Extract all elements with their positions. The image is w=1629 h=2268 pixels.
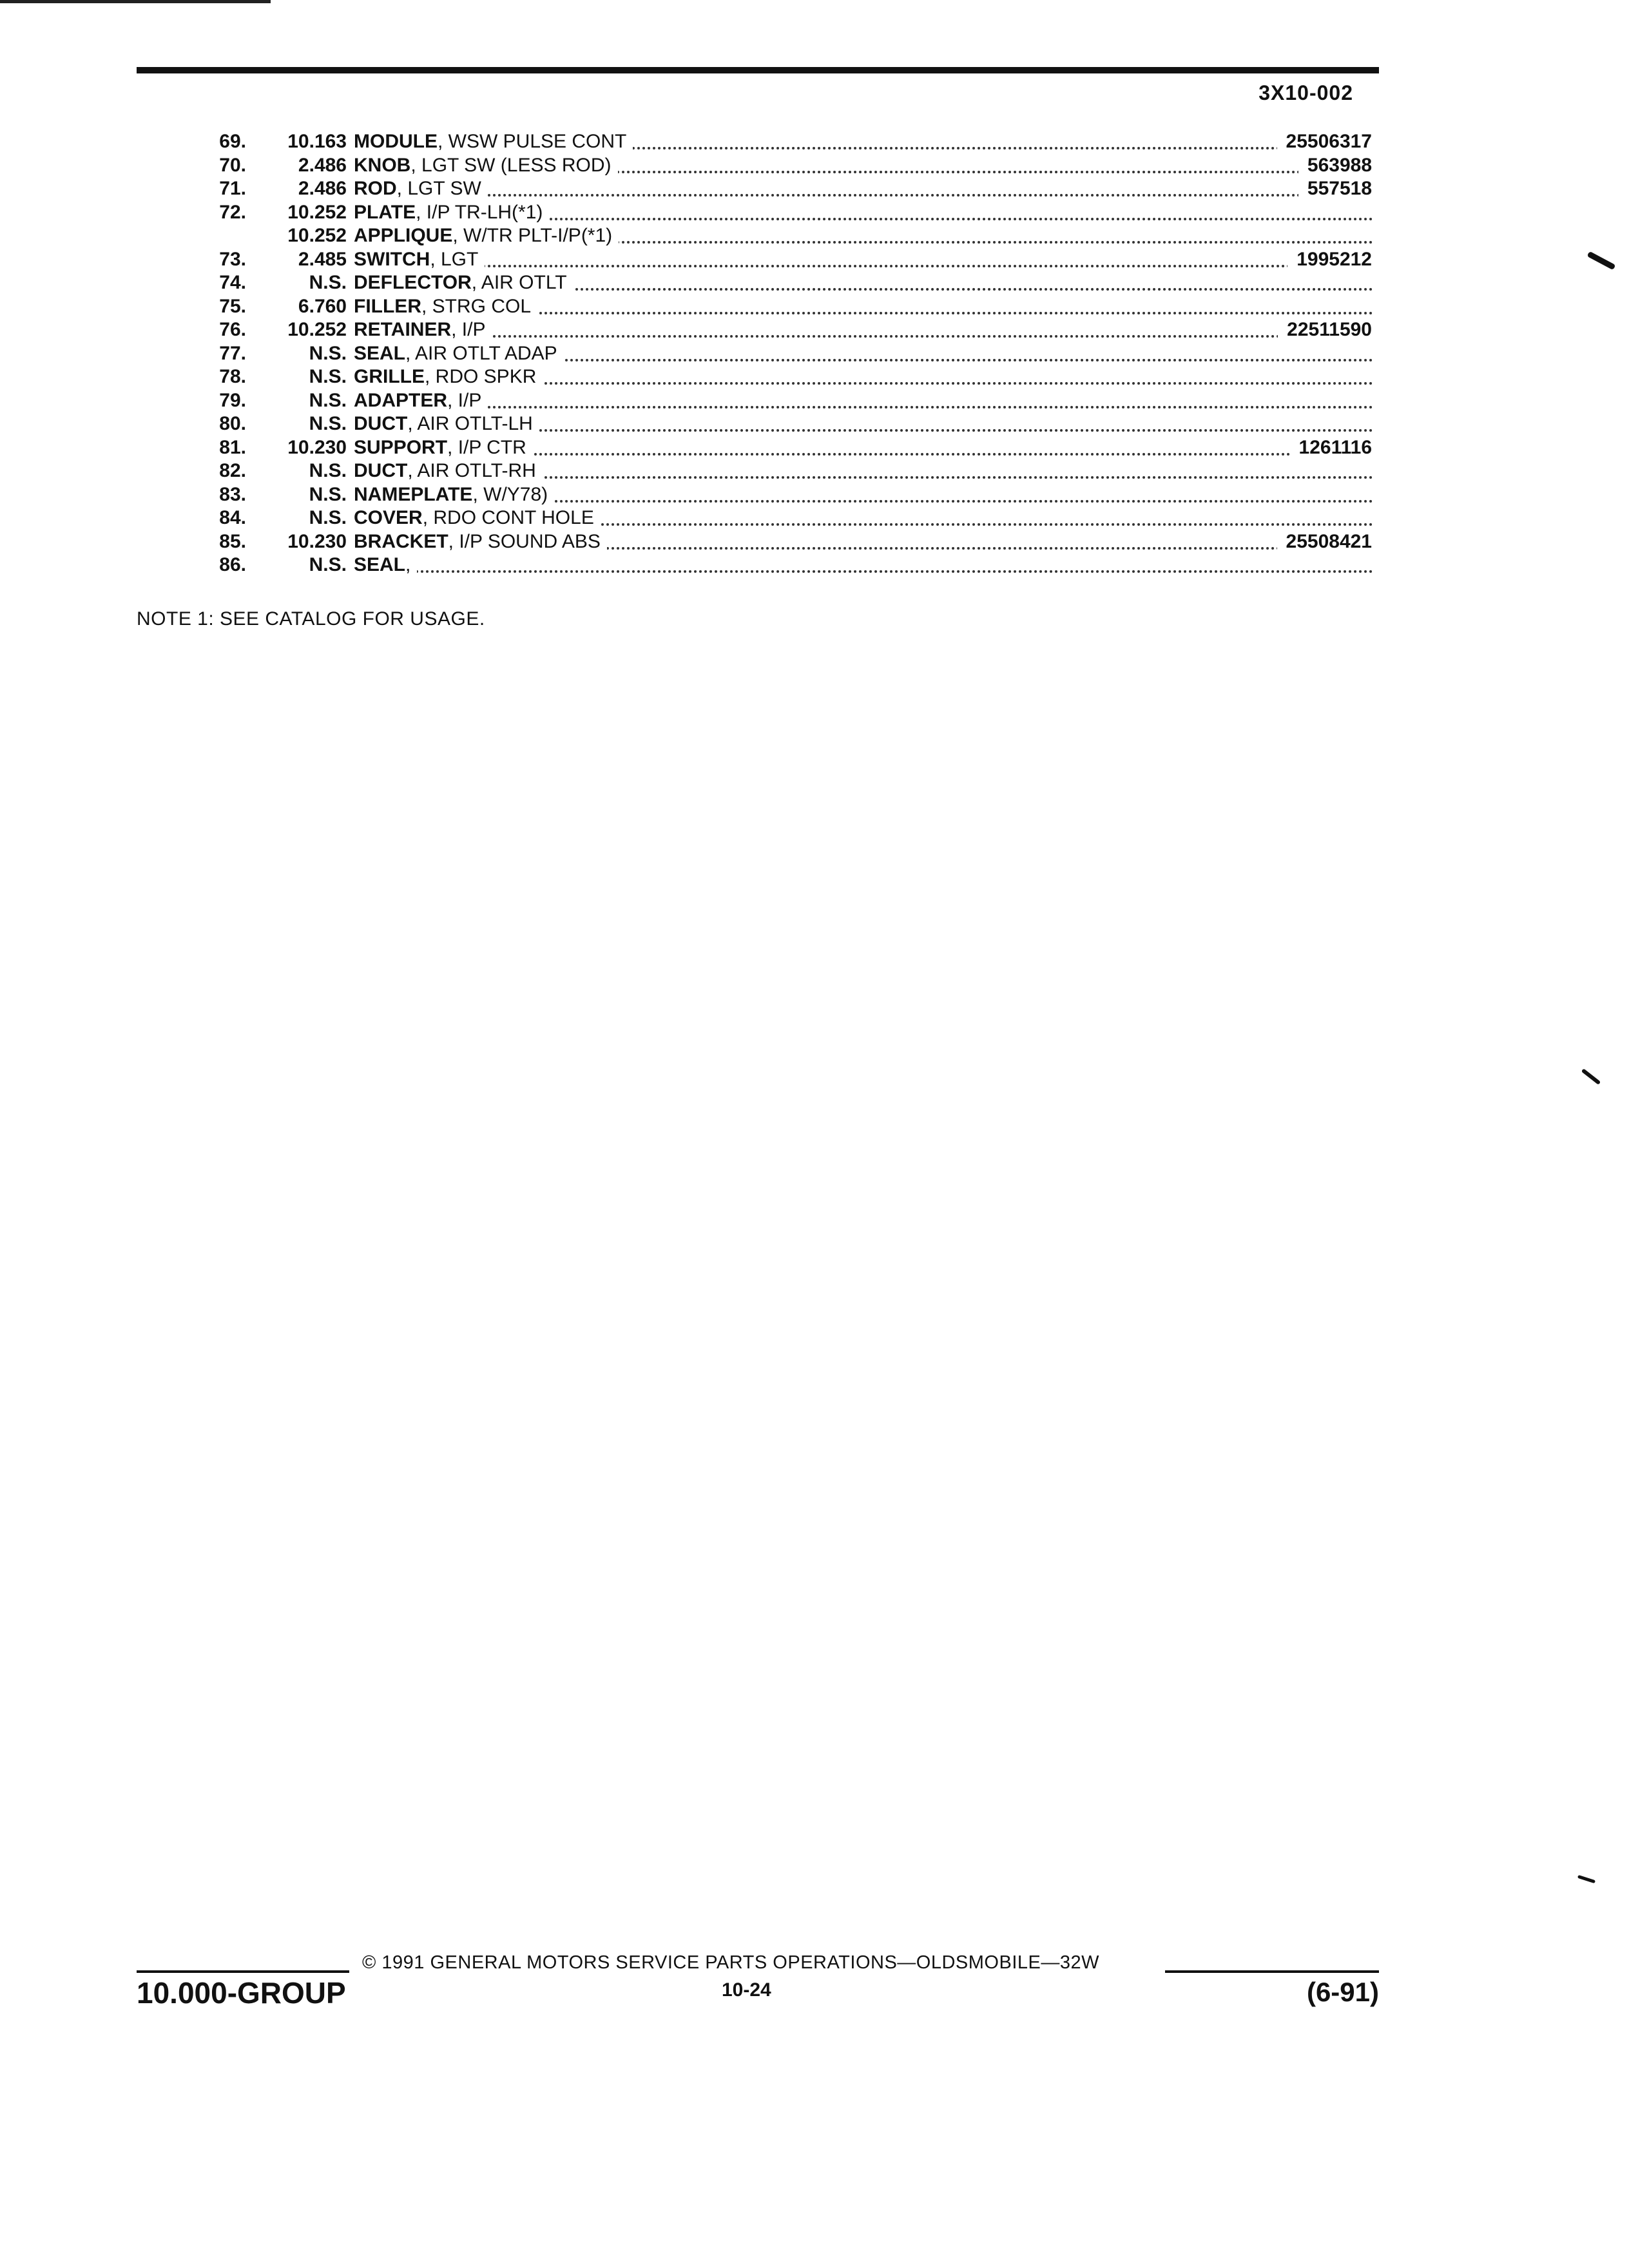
part-description-line [354,483,1373,507]
part-name: DUCT [354,460,408,481]
part-description [354,178,488,199]
part-row [137,530,1387,554]
part-ref-number: 78. [219,366,246,387]
part-group-number: N.S. [309,483,347,505]
part-description [354,531,607,552]
part-name: SEAL [354,342,406,364]
part-ref-number: 86. [219,554,246,575]
part-row [137,154,1387,178]
part-name: GRILLE [354,366,425,387]
part-name: SUPPORT [354,436,448,458]
part-description [354,202,549,223]
part-description [354,249,485,270]
part-ref-number: 71. [219,178,246,199]
part-ref-number: 70. [219,154,246,176]
header-rule [137,67,1379,73]
part-group-number: N.S. [309,554,347,575]
part-description [354,366,543,387]
part-description-line [354,154,1373,178]
part-description-line [354,130,1373,154]
part-group-number: 2.485 [298,248,347,270]
part-group-number: 6.760 [298,295,347,317]
dot-leader [354,406,1373,408]
part-name: PLATE [354,201,416,223]
part-row [137,295,1387,319]
part-description [354,225,619,246]
part-group-number: 10.252 [287,225,347,246]
part-description-line [354,459,1373,483]
part-description-line [354,436,1373,460]
part-row [137,271,1387,295]
part-number: 25508421 [1277,530,1372,554]
scan-mark [1581,1068,1601,1085]
page-number: 10-24 [722,1979,771,2001]
part-ref-number: 79. [219,389,246,411]
part-name: SWITCH [354,248,430,270]
part-ref-number: 72. [219,201,246,223]
part-qualifier: , I/P [447,389,482,411]
part-qualifier: , AIR OTLT [471,272,567,293]
document-code: 3X10-002 [1258,81,1353,104]
part-ref-number: 75. [219,295,246,317]
part-description-line [354,224,1373,248]
dot-leader [354,194,1373,197]
part-row [137,342,1387,366]
part-description-line [354,318,1373,342]
part-description-line [354,201,1373,225]
dot-leader [354,265,1373,267]
dot-leader [354,570,1373,573]
group-label: 10.000-GROUP [137,1976,346,2010]
part-group-number: 2.486 [298,154,347,176]
part-description [354,343,564,364]
part-ref-number: 85. [219,530,246,552]
part-group-number: 10.252 [287,319,347,340]
part-row [137,483,1387,507]
scan-mark [1587,251,1616,271]
part-name: FILLER [354,295,421,317]
part-qualifier: , STRG COL [421,295,532,317]
part-description-line [354,530,1373,554]
part-description [354,460,543,481]
part-description-line [354,177,1373,201]
part-name: KNOB [354,154,411,176]
part-row [137,506,1387,530]
part-number: 563988 [1298,154,1372,178]
revision-date: (6-91) [1306,1977,1379,2007]
part-description [354,507,601,528]
part-qualifier: , I/P CTR [447,436,526,458]
part-name: DUCT [354,413,408,434]
usage-note: NOTE 1: SEE CATALOG FOR USAGE. [137,608,485,629]
part-group-number: N.S. [309,366,347,387]
part-qualifier: , I/P SOUND ABS [448,530,601,552]
part-name: SEAL [354,554,406,575]
part-name: APPLIQUE [354,225,453,246]
part-description [354,484,554,505]
part-description-line [354,553,1373,577]
footer-rule-left [137,1970,349,1973]
part-qualifier: , AIR OTLT-LH [407,413,533,434]
part-description-line [354,295,1373,319]
part-description-line [354,342,1373,366]
part-description [354,390,488,411]
part-qualifier: , WSW PULSE CONT [438,131,627,152]
part-row [137,365,1387,389]
part-number: 25506317 [1277,130,1372,154]
part-qualifier: , W/TR PLT-I/P(*1) [452,225,613,246]
part-ref-number: 73. [219,248,246,270]
part-description-line [354,271,1373,295]
part-description-line [354,506,1373,530]
footer-rule-right [1165,1970,1379,1973]
part-qualifier: , RDO SPKR [425,366,537,387]
part-number: 1995212 [1287,248,1372,272]
part-qualifier: , I/P TR-LH(*1) [416,201,543,223]
part-name: DEFLECTOR [354,272,472,293]
part-group-number: 2.486 [298,178,347,199]
part-ref-number: 80. [219,413,246,434]
part-description [354,319,492,340]
part-number: 557518 [1298,177,1372,201]
part-description [354,413,539,434]
part-row [137,224,1387,248]
part-qualifier: , AIR OTLT ADAP [405,342,557,364]
part-number: 22511590 [1278,318,1372,342]
part-group-number: N.S. [309,507,347,528]
part-group-number: N.S. [309,389,347,411]
part-description [354,296,537,317]
part-group-number: 10.230 [287,436,347,458]
part-description [354,437,533,458]
part-qualifier: , [405,554,411,575]
part-ref-number: 76. [219,319,246,340]
part-row [137,459,1387,483]
part-ref-number: 81. [219,436,246,458]
part-ref-number: 77. [219,342,246,364]
part-qualifier: , LGT SW (LESS ROD) [410,154,612,176]
part-description-line [354,365,1373,389]
part-row [137,389,1387,413]
part-row [137,553,1387,577]
part-description-line [354,248,1373,272]
part-description [354,131,633,152]
part-row [137,436,1387,460]
part-ref-number: 83. [219,483,246,505]
part-ref-number: 69. [219,131,246,152]
part-group-number: N.S. [309,460,347,481]
part-ref-number: 74. [219,272,246,293]
part-name: ADAPTER [354,389,448,411]
part-group-number: 10.230 [287,530,347,552]
part-group-number: N.S. [309,272,347,293]
part-number: 1261116 [1290,436,1372,460]
part-name: ROD [354,178,397,199]
part-name: RETAINER [354,319,452,340]
part-qualifier: , AIR OTLT-RH [407,460,536,481]
part-ref-number: 84. [219,507,246,528]
part-row [137,248,1387,272]
part-row [137,412,1387,436]
copyright-notice: © 1991 GENERAL MOTORS SERVICE PARTS OPERATIONS—OLDSMOBILE—32W [362,1952,1099,1973]
part-row [137,201,1387,225]
part-description [354,155,618,176]
part-qualifier: , I/P [451,319,486,340]
part-group-number: 10.163 [287,131,347,152]
part-description-line [354,389,1373,413]
scan-mark [1577,1875,1595,1883]
part-description [354,272,574,293]
part-group-number: N.S. [309,342,347,364]
part-qualifier: , RDO CONT HOLE [422,507,594,528]
part-description-line [354,412,1373,436]
part-name: BRACKET [354,530,448,552]
part-group-number: N.S. [309,413,347,434]
parts-list [137,130,1387,577]
dot-leader [354,335,1373,338]
part-qualifier: , LGT SW [396,178,481,199]
part-qualifier: , LGT [430,248,479,270]
part-qualifier: , W/Y78) [472,483,548,505]
top-corner-rule [0,0,271,3]
part-group-number: 10.252 [287,201,347,223]
part-row [137,130,1387,154]
part-ref-number: 82. [219,460,246,481]
part-name: MODULE [354,131,438,152]
part-name: COVER [354,507,423,528]
part-row [137,318,1387,342]
part-name: NAMEPLATE [354,483,473,505]
part-description [354,554,417,575]
part-row [137,177,1387,201]
